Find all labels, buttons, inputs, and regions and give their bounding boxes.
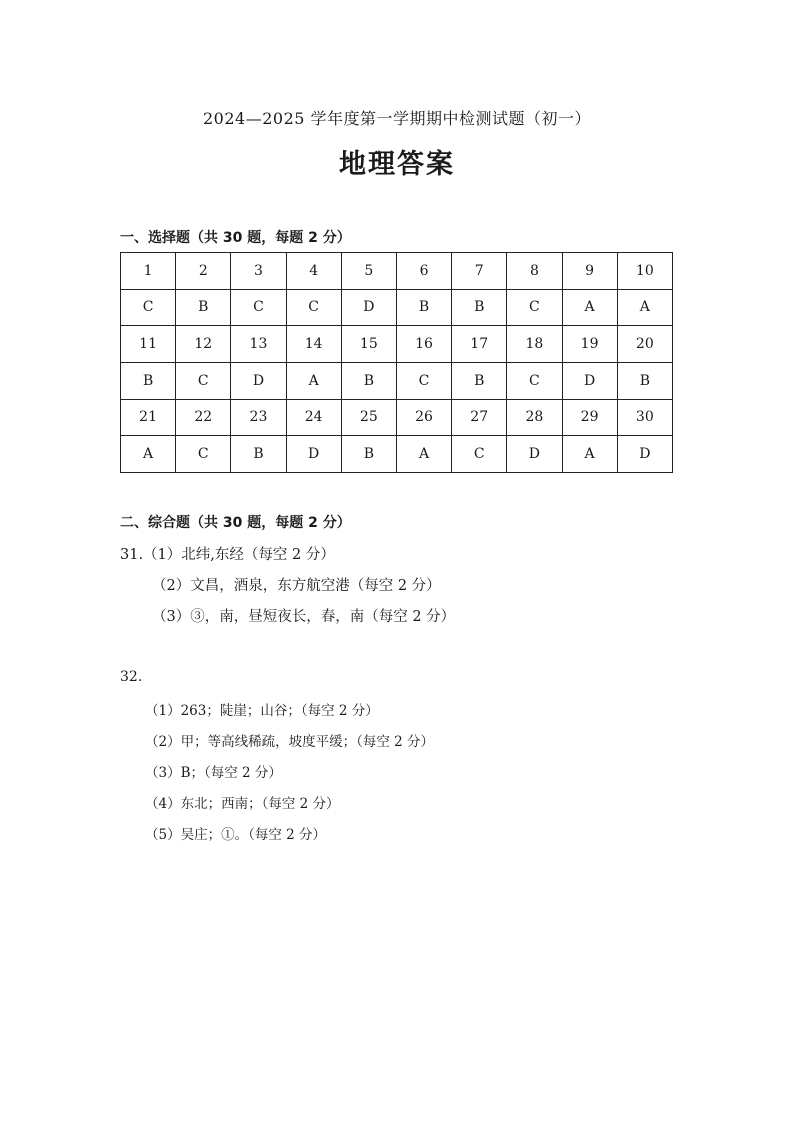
table-cell: 12 xyxy=(176,326,231,363)
section-comprehensive-heading: 二、综合题（共 30 题，每题 2 分） xyxy=(120,515,351,531)
table-cell: A xyxy=(562,289,617,326)
table-row xyxy=(121,289,673,326)
table-cell: 17 xyxy=(452,326,507,363)
q32-line-4: （4）东北；西南；（每空 2 分） xyxy=(145,796,340,812)
exam-title-line: 2024—2025 学年度第一学期期中检测试题（初一） xyxy=(202,109,592,128)
q32-line-5: （5）吴庄；①。（每空 2 分） xyxy=(145,827,327,843)
section-multiple-choice-heading: 一、选择题（共 30 题，每题 2 分） xyxy=(120,230,351,246)
table-cell: 3 xyxy=(231,253,286,290)
table-cell: B xyxy=(121,362,176,399)
table-cell: 29 xyxy=(562,399,617,436)
table-cell: 30 xyxy=(617,399,672,436)
table-cell: 5 xyxy=(341,253,396,290)
table-cell: 19 xyxy=(562,326,617,363)
table-cell: D xyxy=(507,436,562,473)
table-cell: B xyxy=(396,289,451,326)
q32-line-1: （1）263；陡崖；山谷；（每空 2 分） xyxy=(145,703,379,719)
table-cell: A xyxy=(617,289,672,326)
table-cell: B xyxy=(231,436,286,473)
table-cell: C xyxy=(396,362,451,399)
table-cell: 23 xyxy=(231,399,286,436)
table-cell: D xyxy=(286,436,341,473)
table-cell: B xyxy=(341,436,396,473)
table-cell: 4 xyxy=(286,253,341,290)
table-cell: 7 xyxy=(452,253,507,290)
table-row xyxy=(121,399,673,436)
table-row xyxy=(121,362,673,399)
table-cell: B xyxy=(452,289,507,326)
table-cell: C xyxy=(176,362,231,399)
table-cell: 6 xyxy=(396,253,451,290)
table-cell: A xyxy=(396,436,451,473)
answer-table xyxy=(120,252,673,473)
table-cell: 16 xyxy=(396,326,451,363)
table-cell: 14 xyxy=(286,326,341,363)
table-row xyxy=(121,326,673,363)
table-cell: 2 xyxy=(176,253,231,290)
q32-number: 32. xyxy=(120,669,143,685)
table-cell: 26 xyxy=(396,399,451,436)
table-cell: 18 xyxy=(507,326,562,363)
table-cell: 20 xyxy=(617,326,672,363)
table-row xyxy=(121,436,673,473)
table-cell: A xyxy=(562,436,617,473)
q31-line-1: 31.（1）北纬,东经（每空 2 分） xyxy=(120,547,335,563)
table-cell: A xyxy=(121,436,176,473)
table-cell: 24 xyxy=(286,399,341,436)
table-cell: C xyxy=(452,436,507,473)
table-cell: D xyxy=(562,362,617,399)
table-cell: B xyxy=(176,289,231,326)
table-row xyxy=(121,253,673,290)
table-cell: D xyxy=(617,436,672,473)
q31-line-2: （2）文昌，酒泉，东方航空港（每空 2 分） xyxy=(152,578,441,594)
table-cell: 10 xyxy=(617,253,672,290)
q31-line-3: （3）③，南，昼短夜长，春，南（每空 2 分） xyxy=(152,609,456,625)
table-cell: 11 xyxy=(121,326,176,363)
table-cell: 22 xyxy=(176,399,231,436)
table-cell: 9 xyxy=(562,253,617,290)
page-title: 地理答案 xyxy=(339,149,455,180)
table-cell: 21 xyxy=(121,399,176,436)
table-cell: C xyxy=(286,289,341,326)
table-cell: B xyxy=(341,362,396,399)
table-cell: 25 xyxy=(341,399,396,436)
table-cell: 1 xyxy=(121,253,176,290)
table-cell: 27 xyxy=(452,399,507,436)
table-cell: A xyxy=(286,362,341,399)
table-cell: C xyxy=(176,436,231,473)
table-cell: C xyxy=(231,289,286,326)
table-cell: B xyxy=(452,362,507,399)
q32-line-3: （3）B；（每空 2 分） xyxy=(145,765,282,781)
table-cell: 8 xyxy=(507,253,562,290)
table-cell: D xyxy=(231,362,286,399)
table-cell: 28 xyxy=(507,399,562,436)
q32-line-2: （2）甲；等高线稀疏，坡度平缓；（每空 2 分） xyxy=(145,734,435,750)
table-cell: 15 xyxy=(341,326,396,363)
table-cell: C xyxy=(507,362,562,399)
table-cell: C xyxy=(121,289,176,326)
table-cell: C xyxy=(507,289,562,326)
table-cell: 13 xyxy=(231,326,286,363)
table-cell: B xyxy=(617,362,672,399)
table-cell: D xyxy=(341,289,396,326)
